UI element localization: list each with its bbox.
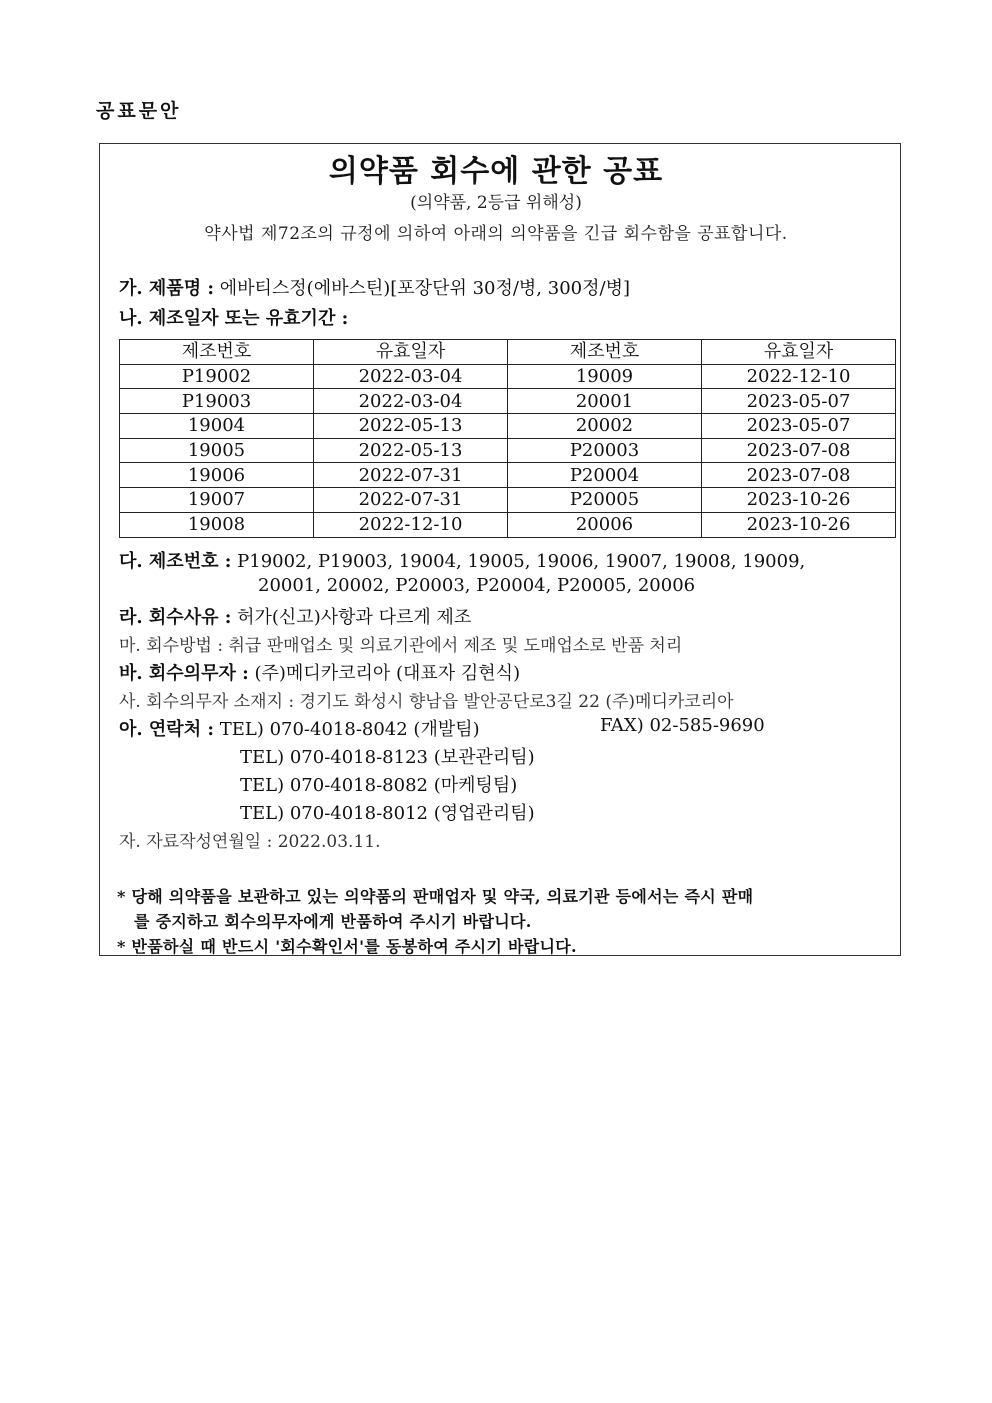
contact-tel-1: TEL) 070-4018-8042 (개발팀) xyxy=(219,719,480,740)
lot-numbers-label: 다. 제조번호 : xyxy=(119,551,232,572)
table-row xyxy=(120,512,896,537)
header-lot-1: 제조번호 xyxy=(120,340,314,365)
table-cell: 20001 xyxy=(508,389,702,414)
address-label: 사. 회수의무자 소재지 : xyxy=(119,692,295,712)
table-row xyxy=(120,488,896,513)
table-header-row xyxy=(120,340,896,365)
lot-numbers-value-1: P19002, P19003, 19004, 19005, 19006, 19007, 19008, 19009, xyxy=(237,551,806,572)
contact-tel-3: TEL) 070-4018-8082 (마케팅팀) xyxy=(240,775,518,796)
table-cell: 2022-07-31 xyxy=(314,463,508,488)
reason-value: 허가(신고)사항과 다르게 제조 xyxy=(237,607,472,628)
obligor-label: 바. 회수의무자 : xyxy=(119,663,249,684)
table-cell: 2022-12-10 xyxy=(314,512,508,537)
date-written-line xyxy=(119,827,380,852)
table-cell: 2023-10-26 xyxy=(702,488,896,513)
date-heading-label: 나. 제조일자 또는 유효기간 : xyxy=(119,308,349,329)
notice-title: 의약품 회수에 관한 공표 xyxy=(328,154,664,189)
date-heading xyxy=(119,304,348,330)
table-cell: 2023-10-26 xyxy=(702,512,896,537)
lot-numbers-value-2: 20001, 20002, P20003, P20004, P20005, 20006 xyxy=(258,575,696,596)
note-2: * 반품하실 때 반드시 '회수확인서'를 동봉하여 주시기 바랍니다. xyxy=(117,937,577,956)
table-cell: P20004 xyxy=(508,463,702,488)
lot-numbers-line xyxy=(119,547,805,573)
table-cell: 2022-03-04 xyxy=(314,389,508,414)
table-cell: 19005 xyxy=(120,438,314,463)
obligor-value: (주)메디카코리아 (대표자 김현식) xyxy=(254,663,521,684)
batch-table xyxy=(119,339,896,538)
contact-label: 아. 연락처 : xyxy=(119,719,214,740)
note-1-line-2: 를 중지하고 회수의무자에게 반품하여 주시기 바랍니다. xyxy=(134,912,532,931)
header-lot-2: 제조번호 xyxy=(508,340,702,365)
reason-label: 라. 회수사유 : xyxy=(119,607,232,628)
table-cell: 19004 xyxy=(120,414,314,439)
table-row xyxy=(120,463,896,488)
table-row xyxy=(120,438,896,463)
table-cell: 19006 xyxy=(120,463,314,488)
table-cell: P19002 xyxy=(120,364,314,389)
obligor-line xyxy=(119,659,520,685)
address-line xyxy=(119,687,734,712)
table-cell: 2023-05-07 xyxy=(702,389,896,414)
table-cell: 2022-05-13 xyxy=(314,438,508,463)
notice-subtitle: (의약품, 2등급 위해성) xyxy=(410,193,582,213)
method-line xyxy=(119,631,682,656)
note-1-line-1: * 당해 의약품을 보관하고 있는 의약품의 판매업자 및 약국, 의료기관 등에서는 즉시 판매 xyxy=(117,887,754,906)
table-row xyxy=(120,414,896,439)
header-expiry-2: 유효일자 xyxy=(702,340,896,365)
reason-line xyxy=(119,603,471,629)
table-cell: 19009 xyxy=(508,364,702,389)
table-cell: 2022-05-13 xyxy=(314,414,508,439)
header-expiry-1: 유효일자 xyxy=(314,340,508,365)
notice-intro: 약사법 제72조의 규정에 의하여 아래의 의약품을 긴급 회수함을 공표합니다. xyxy=(204,224,788,244)
page-label: 공표문안 xyxy=(96,100,182,122)
table-cell: 2022-03-04 xyxy=(314,364,508,389)
table-cell: P20003 xyxy=(508,438,702,463)
date-written-value: 2022.03.11. xyxy=(277,832,381,852)
method-label: 마. 회수방법 : xyxy=(119,636,224,656)
table-row xyxy=(120,389,896,414)
contact-fax: FAX) 02-585-9690 xyxy=(600,715,765,736)
table-cell: 19008 xyxy=(120,512,314,537)
table-cell: P20005 xyxy=(508,488,702,513)
table-cell: 2023-07-08 xyxy=(702,463,896,488)
date-written-label: 자. 자료작성연월일 : xyxy=(119,832,273,852)
table-cell: P19003 xyxy=(120,389,314,414)
method-value: 취급 판매업소 및 의료기관에서 제조 및 도매업소로 반품 처리 xyxy=(228,636,683,656)
table-cell: 2022-12-10 xyxy=(702,364,896,389)
contact-tel-2: TEL) 070-4018-8123 (보관관리팀) xyxy=(240,747,535,768)
table-row xyxy=(120,364,896,389)
table-cell: 20002 xyxy=(508,414,702,439)
contact-tel-4: TEL) 070-4018-8012 (영업관리팀) xyxy=(240,803,535,824)
address-value: 경기도 화성시 향남읍 발안공단로3길 22 (주)메디카코리아 xyxy=(299,692,734,712)
product-line xyxy=(119,274,630,300)
contact-line xyxy=(119,715,480,741)
product-label: 가. 제품명 : xyxy=(119,278,214,299)
table-cell: 2023-05-07 xyxy=(702,414,896,439)
table-cell: 20006 xyxy=(508,512,702,537)
product-value: 에바티스정(에바스틴)[포장단위 30정/병, 300정/병] xyxy=(219,278,630,299)
table-cell: 19007 xyxy=(120,488,314,513)
table-cell: 2022-07-31 xyxy=(314,488,508,513)
table-cell: 2023-07-08 xyxy=(702,438,896,463)
